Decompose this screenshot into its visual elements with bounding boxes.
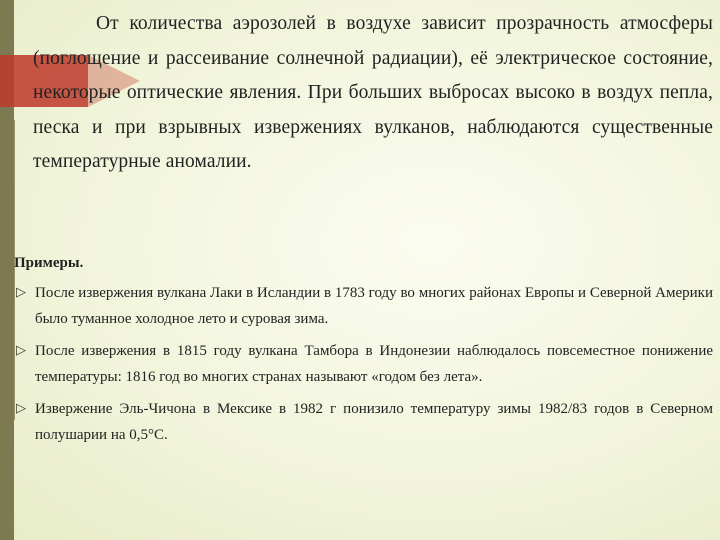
examples-heading: Примеры. [14,255,84,271]
intro-paragraph: От количества аэрозолей в воздухе зависит прозрачность атмосферы (поглощение и рассеивание солнечной радиации), её электрическое состояние, некоторые оптические явления. При больших выбросах высоко в воздух пепла, песка и при взрывных извержениях вулканов, наблюдаются существенные температурные аномалии. [33,13,713,172]
list-item-text: Извержение Эль-Чичона в Мексике в 1982 г понизило температуру зимы 1982/83 годов в Северном полушарии на 0,5°С. [35,401,713,443]
hollow-triangle-bullet-icon: ▷ [16,342,26,357]
examples-list [16,280,713,454]
hollow-triangle-bullet-icon: ▷ [16,400,26,415]
list-item [16,396,713,448]
hollow-triangle-bullet-icon: ▷ [16,284,26,299]
list-item [16,280,713,332]
list-item [16,338,713,390]
list-item-text: После извержения вулкана Лаки в Исландии в 1783 году во многих районах Европы и Северной Америки было туманное холодное лето и суровая зима. [35,285,713,327]
list-item-text: После извержения в 1815 году вулкана Тамбора в Индонезии наблюдалось повсеместное понижение температуры: 1816 год во многих странах называют «годом без лета». [35,343,713,385]
